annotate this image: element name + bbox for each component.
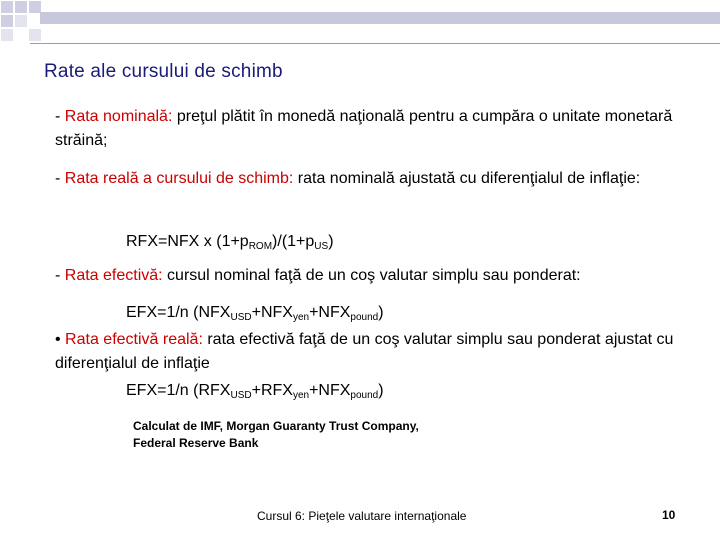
formula-rfx bbox=[126, 231, 334, 253]
term-effective-rate: Rata efectivă: bbox=[64, 267, 163, 284]
term-real-effective-rate: Rata efectivă reală: bbox=[65, 331, 203, 348]
dash: - bbox=[55, 170, 65, 187]
definition-text: rata nominală ajustată cu diferenţialul de inflaţie: bbox=[293, 170, 641, 187]
dash: - bbox=[55, 108, 65, 125]
formula-text: +NFX bbox=[251, 304, 293, 321]
slide-title: Rate ale cursului de schimb bbox=[44, 61, 283, 82]
decor-square bbox=[14, 14, 28, 28]
definition-text: preţul plătit în monedă naţională pentru a cumpăra o unitate monetară străină; bbox=[55, 108, 673, 149]
paragraph-effective-rate bbox=[55, 264, 695, 288]
formula-subscript: US bbox=[314, 241, 329, 252]
formula-text: RFX=NFX x (1+p bbox=[126, 233, 249, 250]
decor-square bbox=[28, 28, 42, 42]
page-number: 10 bbox=[662, 508, 676, 522]
formula-text: +NFX bbox=[309, 382, 351, 399]
source-line: Calculat de IMF, Morgan Guaranty Trust Company, bbox=[133, 419, 419, 433]
decor-square bbox=[0, 28, 14, 42]
definition-text: cursul nominal faţă de un coş valutar simplu sau ponderat: bbox=[162, 267, 581, 284]
formula-text: +NFX bbox=[309, 304, 351, 321]
paragraph-nominal-rate bbox=[55, 105, 695, 153]
term-real-rate: Rata reală a cursului de schimb: bbox=[64, 170, 294, 187]
formula-subscript: yen bbox=[292, 390, 310, 401]
formula-subscript: pound bbox=[350, 312, 379, 323]
footer-text: Cursul 6: Pieţele valutare internaţionale bbox=[257, 509, 467, 523]
formula-subscript: pound bbox=[350, 390, 379, 401]
term-nominal-rate: Rata nominală: bbox=[64, 108, 173, 125]
formula-text: ) bbox=[378, 304, 384, 321]
paragraph-real-rate bbox=[55, 167, 695, 191]
decor-square bbox=[0, 14, 14, 28]
decor-square bbox=[0, 0, 14, 14]
formula-text: EFX=1/n (NFX bbox=[126, 304, 231, 321]
header-rule bbox=[30, 43, 720, 44]
paragraph-real-effective-rate bbox=[55, 328, 695, 376]
formula-subscript: yen bbox=[292, 312, 310, 323]
formula-subscript: ROM bbox=[248, 241, 273, 252]
decor-square bbox=[14, 0, 28, 14]
formula-efx-real bbox=[126, 380, 384, 402]
source-line: Federal Reserve Bank bbox=[133, 436, 259, 450]
formula-efx-nominal bbox=[126, 302, 384, 324]
formula-text: ) bbox=[378, 382, 384, 399]
formula-subscript: USD bbox=[230, 312, 252, 323]
formula-text: EFX=1/n (RFX bbox=[126, 382, 231, 399]
formula-subscript: USD bbox=[230, 390, 252, 401]
dash: - bbox=[55, 267, 65, 284]
bullet: • bbox=[55, 331, 66, 348]
formula-text: +RFX bbox=[251, 382, 293, 399]
source-note bbox=[133, 418, 419, 452]
formula-text: )/(1+p bbox=[272, 233, 315, 250]
definition-text: rata efectivă faţă de un coş valutar simplu sau ponderat ajustat cu diferenţialul de inflaţie bbox=[55, 331, 674, 372]
formula-text: ) bbox=[328, 233, 334, 250]
header-bar bbox=[40, 12, 720, 24]
